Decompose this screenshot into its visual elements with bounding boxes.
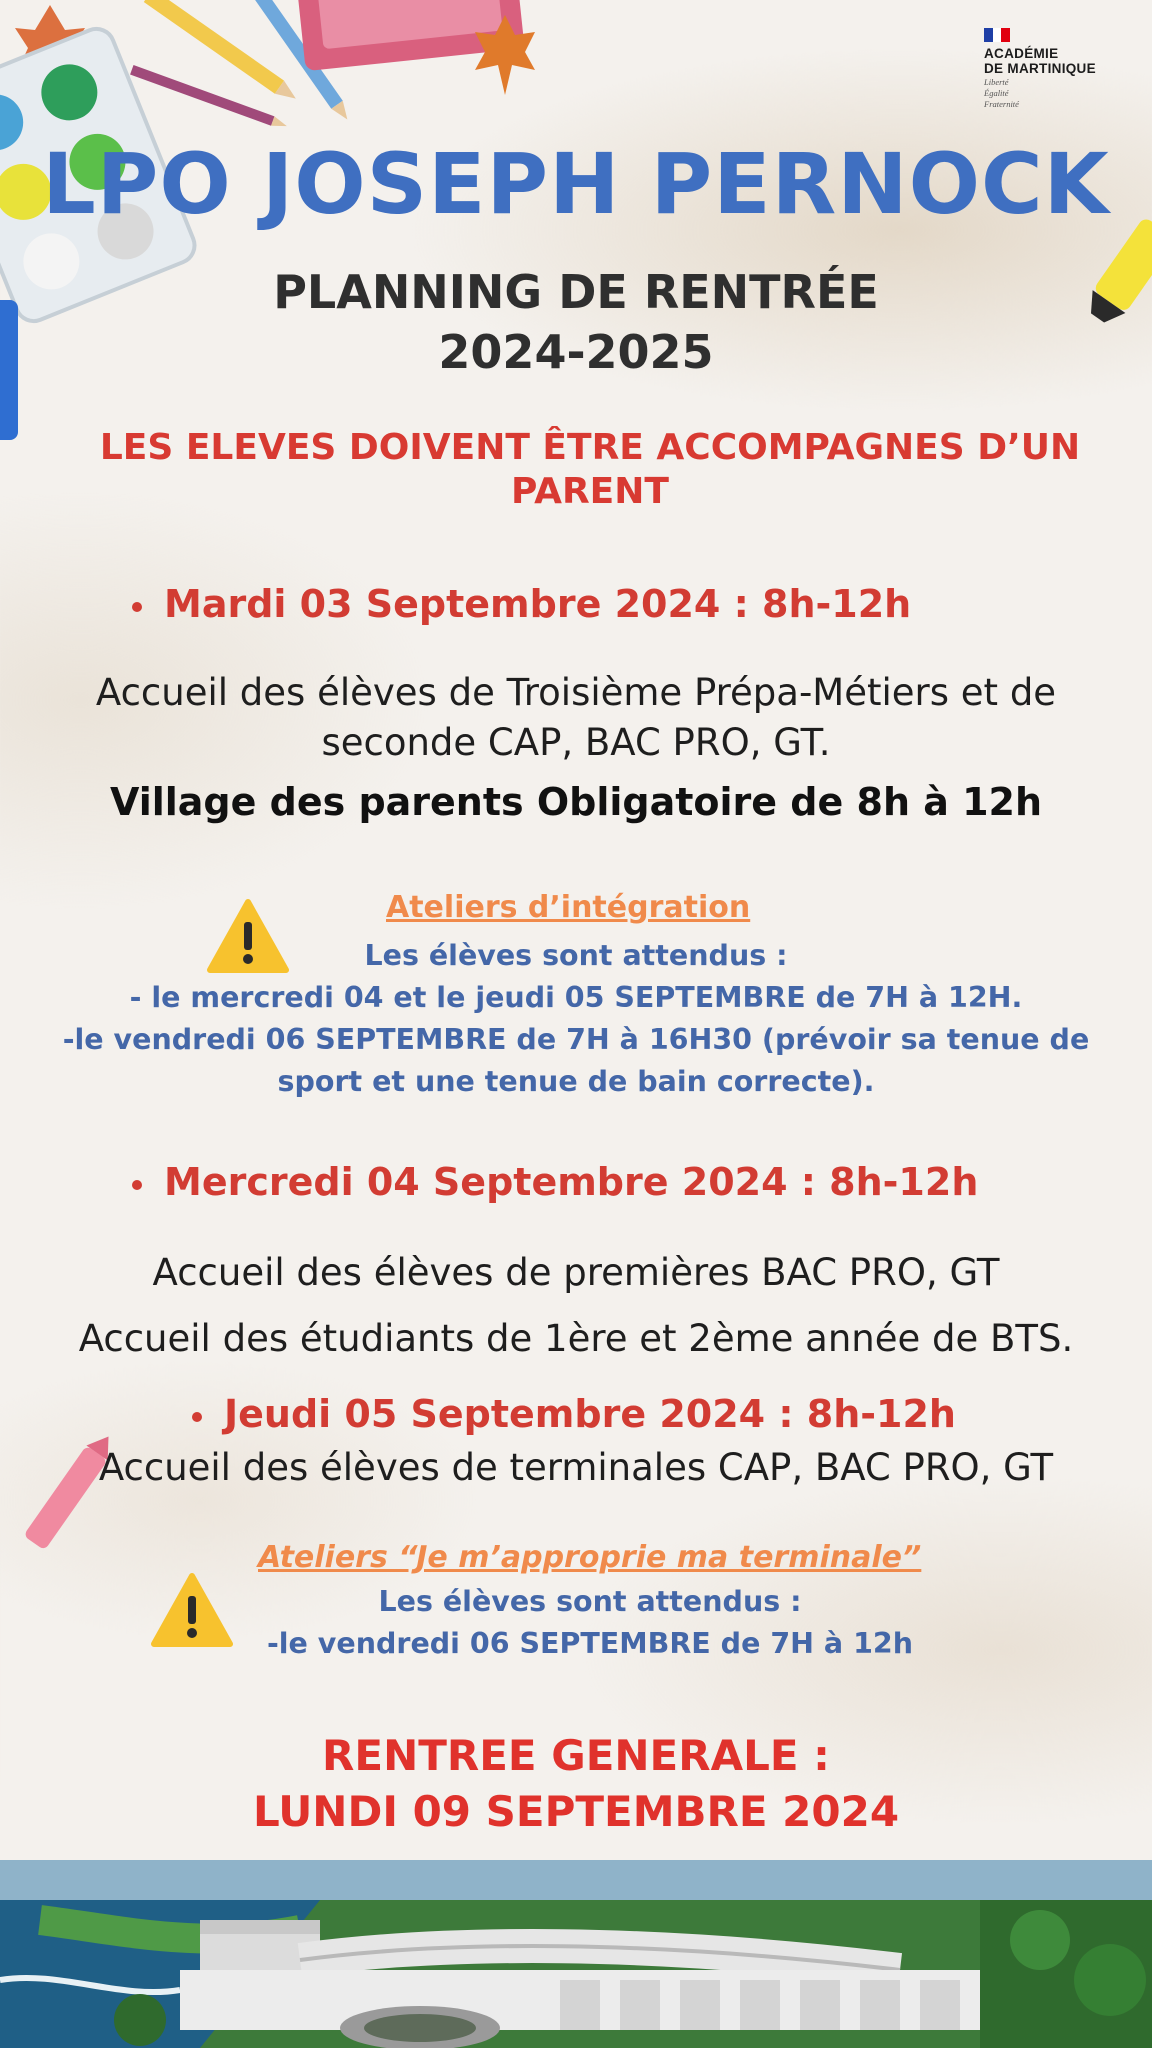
village-parents: Village des parents Obligatoire de 8h à 12h: [109, 780, 1043, 824]
rentree-line1: RENTREE GENERALE :: [322, 1731, 830, 1780]
day1-text: [0, 668, 1152, 768]
atelier1-line3: -le vendredi 06 SEPTEMBRE de 7H à 16H30 (prévoir sa tenue de: [62, 1023, 1090, 1056]
rentree-generale: [0, 1728, 1152, 1840]
parent-notice: [70, 426, 1110, 514]
campus-photo: [0, 1860, 1152, 2048]
logo-motto3: Fraternité: [984, 99, 1019, 109]
day3-heading: [192, 1392, 956, 1436]
atelier1-line2: - le mercredi 04 et le jeudi 05 SEPTEMBRE de 7H à 12H.: [129, 981, 1023, 1014]
school-title: LPO JOSEPH PERNOCK: [42, 135, 1110, 233]
marianne-flag-icon: [984, 28, 1010, 42]
atelier1-line4: sport et une tenue de bain correcte).: [277, 1065, 875, 1098]
day1-heading: [132, 582, 911, 626]
subtitle-line1: PLANNING DE RENTRÉE: [273, 265, 879, 319]
atelier1-text: [0, 935, 1152, 1103]
maple-leaf-icon: [470, 10, 540, 100]
day2-heading: [132, 1160, 978, 1204]
atelier1-line1: Les élèves sont attendus :: [364, 939, 788, 972]
notice-line2: PARENT: [511, 471, 669, 512]
day1-text-line2: seconde CAP, BAC PRO, GT.: [321, 721, 831, 764]
rentree-line2: LUNDI 09 SEPTEMBRE 2024: [252, 1787, 900, 1836]
bullet-dot: [192, 1412, 202, 1422]
day2-text-line2: Accueil des étudiants de 1ère et 2ème année de BTS.: [78, 1317, 1074, 1360]
notice-line1: LES ELEVES DOIVENT ÊTRE ACCOMPAGNES D’UN: [99, 427, 1081, 468]
day3-heading-text: Jeudi 05 Septembre 2024 : 8h-12h: [224, 1392, 956, 1436]
atelier2-title: Ateliers “Je m’approprie ma terminale”: [258, 1540, 922, 1575]
day2-text-line1: Accueil des élèves de premières BAC PRO, GT: [152, 1251, 1000, 1294]
day3-text: Accueil des élèves de terminales CAP, BAC PRO, GT: [98, 1446, 1054, 1489]
day1-heading-text: Mardi 03 Septembre 2024 : 8h-12h: [164, 582, 912, 626]
atelier2-line1: Les élèves sont attendus :: [378, 1585, 802, 1618]
logo-line1: ACADÉMIE: [984, 46, 1059, 61]
academie-logo: [984, 28, 1144, 128]
warning-icon: [150, 1572, 234, 1648]
day2-text: [0, 1240, 1152, 1372]
atelier2-text: [240, 1581, 940, 1665]
logo-motto1: Liberté: [984, 77, 1009, 87]
day1-text-line1: Accueil des élèves de Troisième Prépa-Métiers et de: [95, 671, 1057, 714]
day2-heading-text: Mercredi 04 Septembre 2024 : 8h-12h: [164, 1160, 979, 1204]
logo-motto2: Égalité: [984, 88, 1009, 98]
subtitle-line2: 2024-2025: [438, 325, 714, 379]
bullet-dot: [132, 1180, 142, 1190]
atelier2-line2: -le vendredi 06 SEPTEMBRE de 7H à 12h: [266, 1627, 914, 1660]
logo-line2: DE MARTINIQUE: [984, 61, 1096, 76]
atelier1-title: Ateliers d’intégration: [386, 890, 751, 925]
bullet-dot: [132, 602, 142, 612]
planning-subtitle: [0, 262, 1152, 382]
